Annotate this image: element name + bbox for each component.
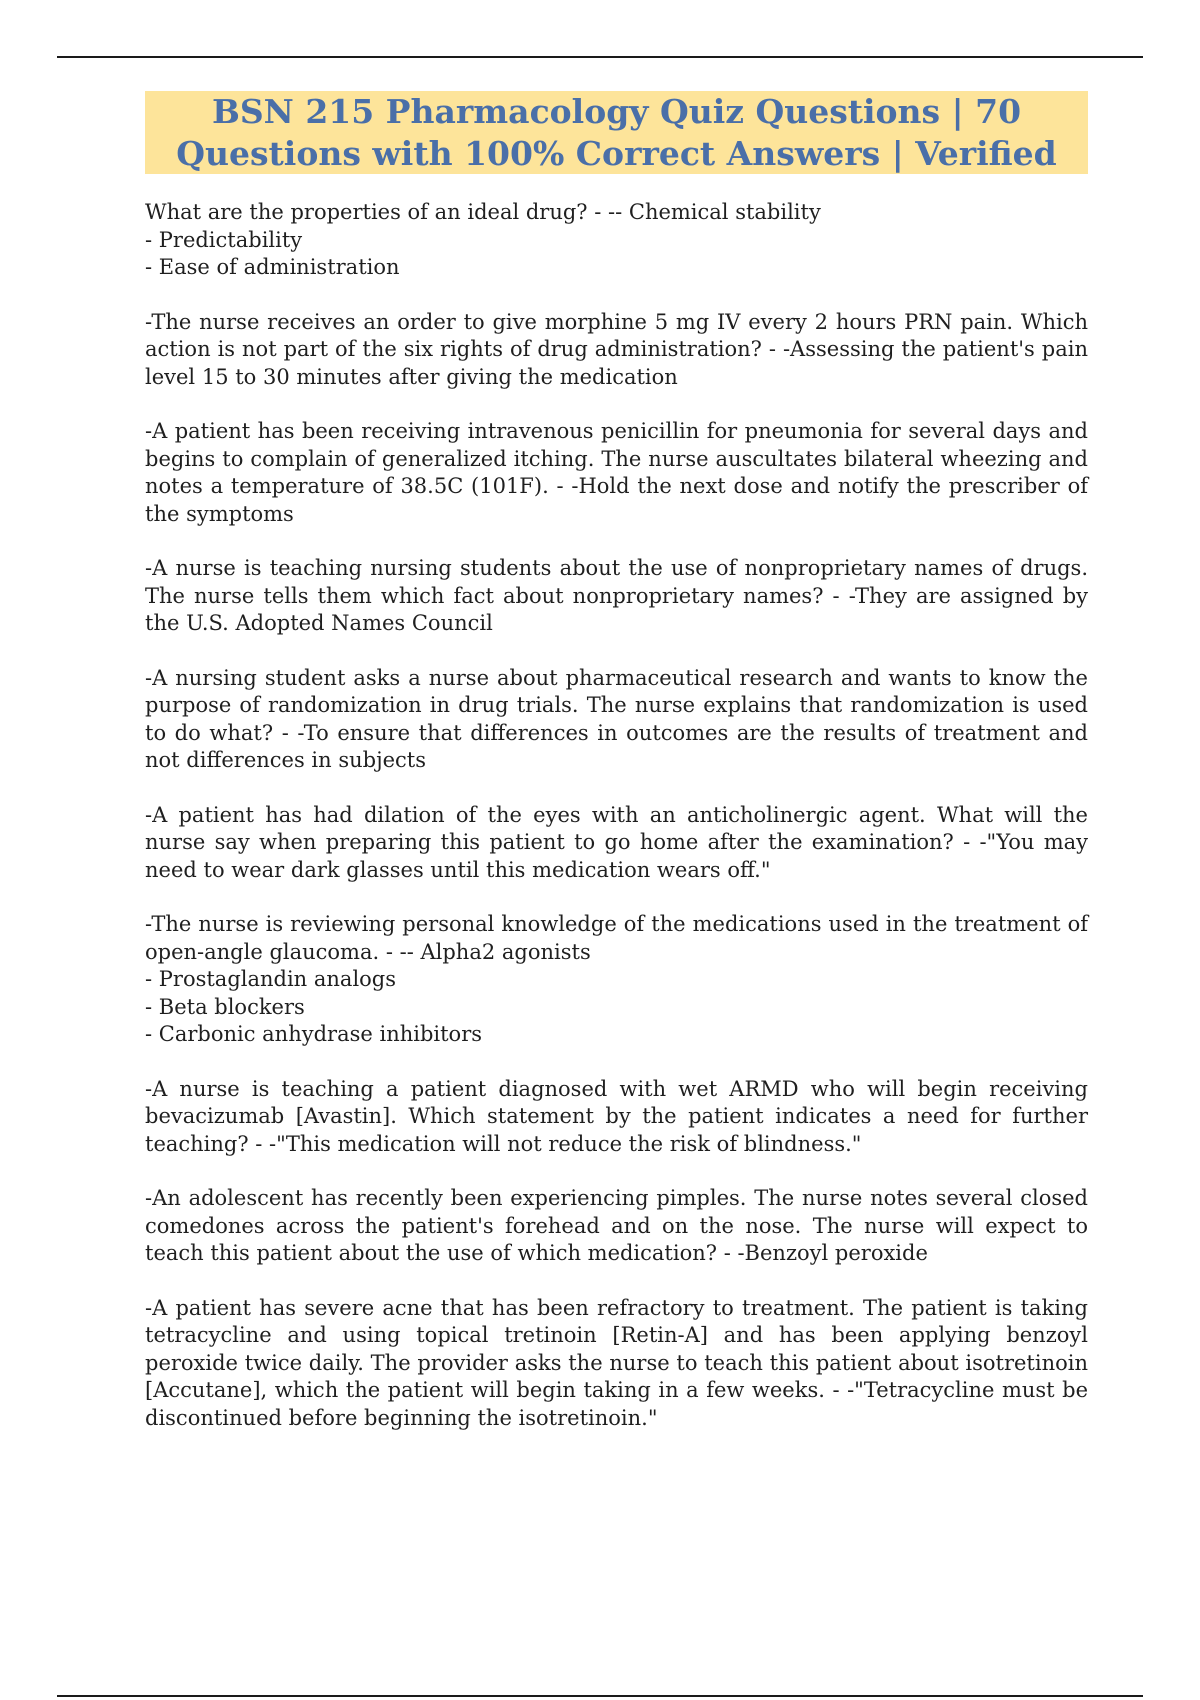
qa-item-10	[145, 1295, 1088, 1433]
qa-1-line-1: What are the properties of an ideal drug? - -- Chemical stability	[145, 200, 821, 224]
qa-6-text: -A patient has had dilation of the eyes with an anticholinergic agent. What will the nurse say when preparing this patient to go home after the examination? - -"You may need to wear dark glasses until this medication wears off."	[145, 802, 1088, 882]
qa-7-line-2: - Prostaglandin analogs	[145, 967, 397, 991]
document-title	[176, 91, 1057, 175]
qa-9-text: -An adolescent has recently been experiencing pimples. The nurse notes several closed comedones across the patient's forehead and on the nose. The nurse will expect to teach this patient about the use of which medication? - -Benzoyl peroxide	[145, 1186, 1088, 1265]
qa-item-2	[145, 309, 1088, 392]
qa-2-text: -The nurse receives an order to give morphine 5 mg IV every 2 hours PRN pain. Which action is not part of the six rights of drug administration? - -Assessing the patient's pain level 15 to 30 minutes after giving the medication	[145, 309, 1088, 389]
qa-3-text: -A patient has been receiving intravenous penicillin for pneumonia for several days and begins to complain of generalized itching. The nurse auscultates bilateral wheezing and notes a temperature of 38.5C (101F). - -Hold the next dose and notify the prescriber of the symptoms	[145, 419, 1088, 526]
footer-rule	[57, 1695, 1143, 1697]
qa-item-6	[145, 802, 1088, 885]
qa-item-9	[145, 1185, 1088, 1268]
title-line-2: Questions with 100% Correct Answers | Verified	[176, 133, 1057, 173]
qa-7-line-4: - Carbonic anhydrase inhibitors	[145, 1022, 483, 1046]
header-rule	[57, 56, 1143, 58]
question-list	[145, 199, 1088, 1459]
qa-7-line-1: -The nurse is reviewing personal knowledge of the medications used in the treatment of open-angle glaucoma. - -- Alpha2 agonists	[145, 912, 1088, 964]
qa-7-line-3: - Beta blockers	[145, 994, 305, 1019]
qa-item-8	[145, 1076, 1088, 1159]
qa-item-4	[145, 555, 1088, 638]
qa-item-1	[145, 199, 1088, 282]
qa-5-text: -A nursing student asks a nurse about pharmaceutical research and wants to know the purpose of randomization in drug trials. The nurse explains that randomization is used to do what? - -To ensure that differences in outcomes are the results of treatment and not differences in subjects	[145, 665, 1088, 772]
qa-10-text: -A patient has severe acne that has been refractory to treatment. The patient is taking tetracycline and using topical tretinoin [Retin-A] and has been applying benzoyl peroxide twice daily. The provider asks the nurse to teach this patient about isotretinoin [Accutane], which the patient will begin taking in a few weeks. - -"Tetracycline must be discontinued before beginning the isotretinoin."	[145, 1295, 1088, 1430]
qa-item-5	[145, 665, 1088, 775]
qa-item-7	[145, 911, 1088, 1049]
title-banner	[145, 91, 1088, 174]
title-line-1: BSN 215 Pharmacology Quiz Questions | 70	[211, 91, 1022, 131]
qa-item-3	[145, 418, 1088, 528]
qa-4-text: -A nurse is teaching nursing students about the use of nonproprietary names of drugs. The nurse tells them which fact about nonproprietary names? - -They are assigned by the U.S. Adopted Names Council	[145, 556, 1088, 635]
qa-1-line-3: - Ease of administration	[145, 255, 400, 279]
qa-1-line-2: - Predictability	[145, 227, 303, 252]
qa-8-text: -A nurse is teaching a patient diagnosed with wet ARMD who will begin receiving bevacizumab [Avastin]. Which statement by the patient indicates a need for further teaching? - -"This medication will not reduce the risk of blindness."	[145, 1076, 1088, 1156]
